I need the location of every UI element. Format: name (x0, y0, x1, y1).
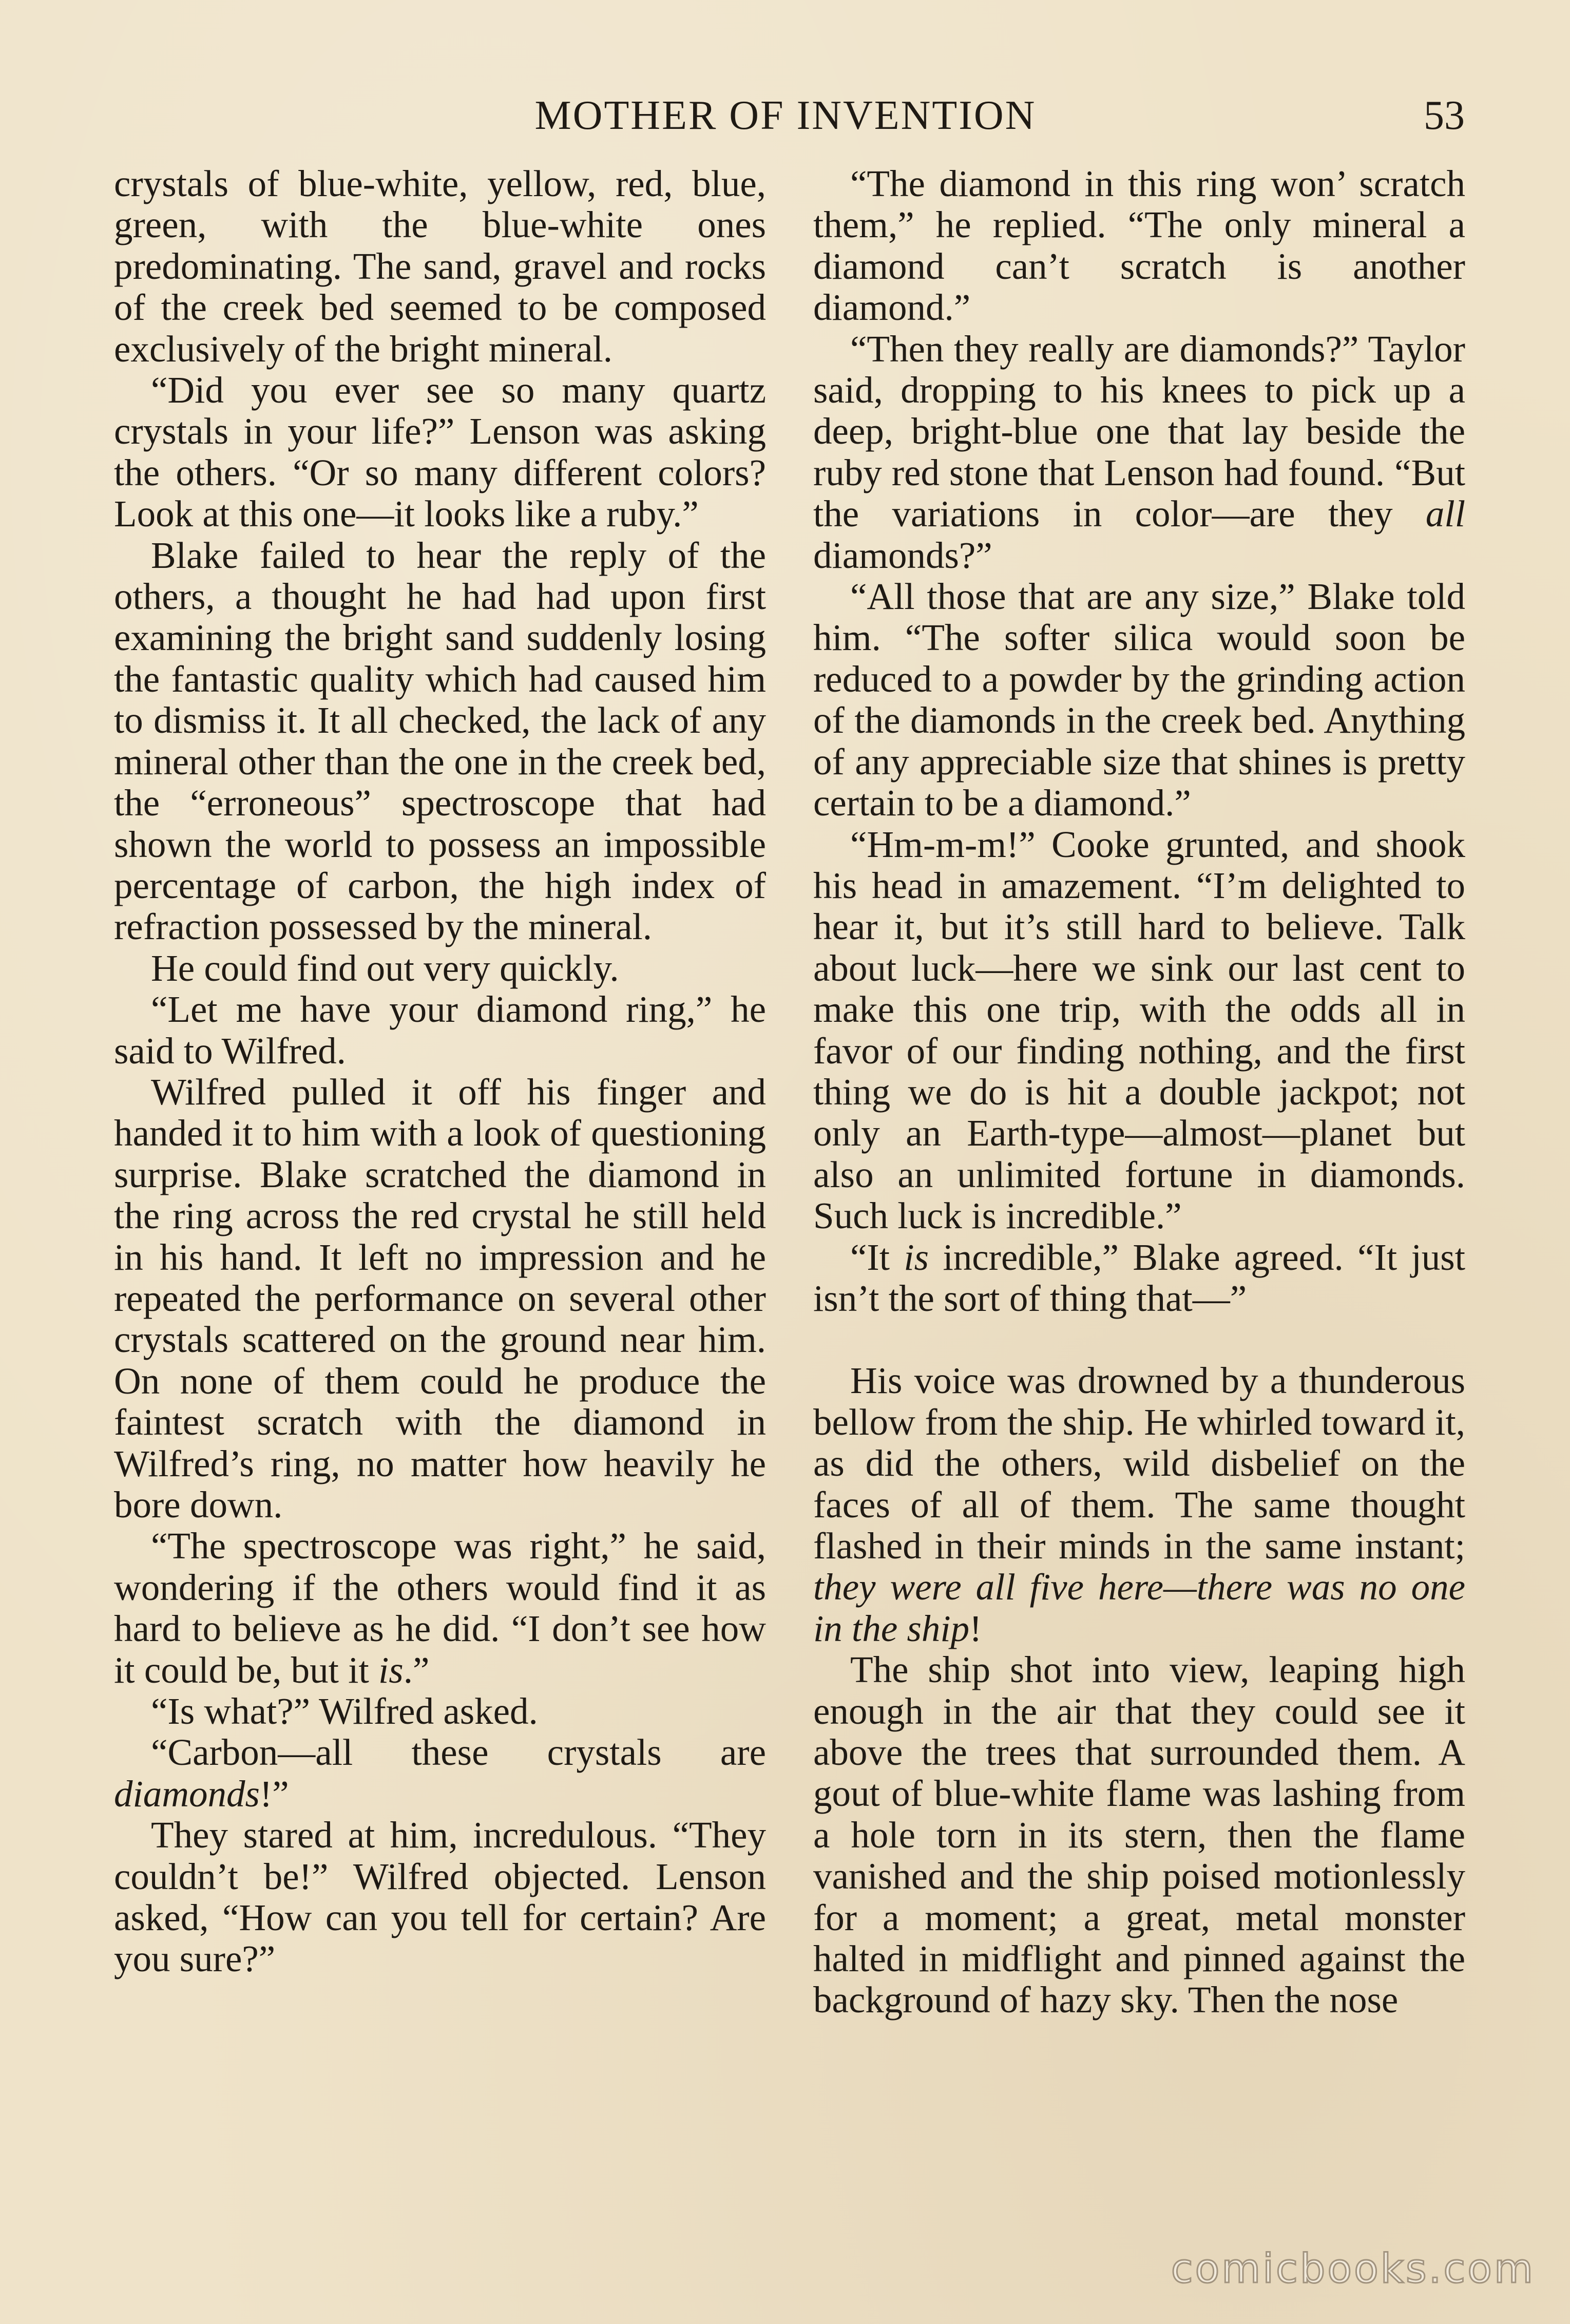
paragraph (114, 948, 766, 989)
text-run: The ship shot into view, leaping high enough in the air that they could see it above the trees that surrounded them. A gout of blue-white flame was lashing from a hole torn in its stern, then the flame vanished and the ship poised motionlessly for a moment; a great, metal monster halted in midflight and pinned against the background of hazy sky. Then the nose (813, 1649, 1465, 2021)
paragraph (813, 576, 1465, 824)
paragraph (114, 1732, 766, 1815)
paragraph (114, 1815, 766, 1980)
paragraph (114, 1691, 766, 1732)
page-number: 53 (1424, 93, 1465, 138)
italic-text: they were all five here—there was no one in the ship (813, 1566, 1465, 1649)
text-run: “Carbon—all these crystals are (151, 1731, 766, 1774)
italic-text: all (1425, 493, 1465, 535)
paragraph (114, 163, 766, 370)
text-run: “The spectroscope was right,” he said, wondering if the others would find it as hard to believe as he did. “I don’t see how it could be, but it (114, 1525, 766, 1691)
paragraph (114, 370, 766, 535)
text-run: .” (403, 1649, 430, 1691)
text-run: “The diamond in this ring won’ scratch them,” he replied. “The only mineral a diamond can’t scratch is another diamond.” (813, 163, 1465, 329)
running-header (0, 87, 1570, 144)
text-run: incredible,” Blake agreed. “It just isn’t the sort of thing that—” (813, 1236, 1465, 1319)
text-run: “It (850, 1236, 904, 1278)
text-run: ! (969, 1607, 982, 1649)
paragraph (813, 163, 1465, 329)
text-run: Blake failed to hear the reply of the others, a thought he had had upon first examining the bright sand suddenly losing the fantastic quality which had caused him to dismiss it. It all checked, the lack of any mineral other than the one in the creek bed, the “erroneous” spectroscope that had shown the world to possess an impossible percentage of carbon, the high index of refraction possessed by the mineral. (114, 534, 766, 948)
text-run: “Is what?” Wilfred asked. (151, 1690, 538, 1732)
text-run: “All those that are any size,” Blake told him. “The softer silica would soon be reduced to a powder by the grinding action of the diamonds in the creek bed. Anything of any appreciable size that shines is pretty certain to be a diamond.” (813, 576, 1465, 824)
text-run: They stared at him, incredulous. “They couldn’t be!” Wilfred objected. Lenson asked, “How can you tell for certain? Are you sure?” (114, 1814, 766, 1980)
italic-text: is (378, 1649, 404, 1691)
paragraph (813, 1360, 1465, 1649)
paragraph (813, 824, 1465, 1237)
site-watermark: comicbooks.com (1171, 2246, 1535, 2292)
paragraph (114, 1526, 766, 1691)
paragraph (114, 989, 766, 1072)
paragraph (813, 1237, 1465, 1320)
running-title: MOTHER OF INVENTION (534, 93, 1037, 138)
right-text-column (813, 163, 1465, 2021)
text-run: His voice was drowned by a thunderous bellow from the ship. He whirled toward it, as did the others, wild disbelief on the faces of all of them. The same thought flashed in their minds in the same instant; (813, 1360, 1465, 1567)
text-run: “Did you ever see so many quartz crystals in your life?” Lenson was asking the others. “Or so many different colors? Look at this one—it looks like a ruby.” (114, 369, 766, 535)
paragraph (114, 1072, 766, 1526)
text-run: “Then they really are diamonds?” Taylor said, dropping to his knees to pick up a deep, bright-blue one that lay beside the ruby red stone that Lenson had found. “But the variations in color—are they (813, 328, 1465, 535)
italic-text: is (904, 1236, 929, 1278)
text-run: He could find out very quickly. (151, 947, 619, 989)
text-run: “Hm-m-m!” Cooke grunted, and shook his head in amazement. “I’m delighted to hear it, but it’s still hard to believe. Talk about luck—here we sink our last cent to make this one trip, with the odds all in favor of our finding nothing, and the first thing we do is hit a double jackpot; not only an Earth-type—almost—planet but also an unlimited fortune in diamonds. Such luck is incredible.” (813, 823, 1465, 1237)
paragraph (813, 1649, 1465, 2021)
italic-text: diamonds (114, 1773, 260, 1815)
left-text-column (114, 163, 766, 1980)
text-run: crystals of blue-white, yellow, red, blue, green, with the blue-white ones predominating. The sand, gravel and rocks of the creek bed seemed to be composed exclusively of the bright mineral. (114, 163, 766, 370)
text-run: “Let me have your diamond ring,” he said to Wilfred. (114, 988, 766, 1072)
text-run: diamonds?” (813, 534, 992, 576)
paragraph (114, 535, 766, 948)
text-run: !” (259, 1773, 289, 1815)
text-run: Wilfred pulled it off his finger and handed it to him with a look of questioning surprise. Blake scratched the diamond in the ring across the red crystal he still held in his hand. It left no impression and he repeated the performance on several other crystals scattered on the ground near him. On none of them could he produce the faintest scratch with the diamond in Wilfred’s ring, no matter how heavily he bore down. (114, 1071, 766, 1526)
paragraph (813, 329, 1465, 576)
